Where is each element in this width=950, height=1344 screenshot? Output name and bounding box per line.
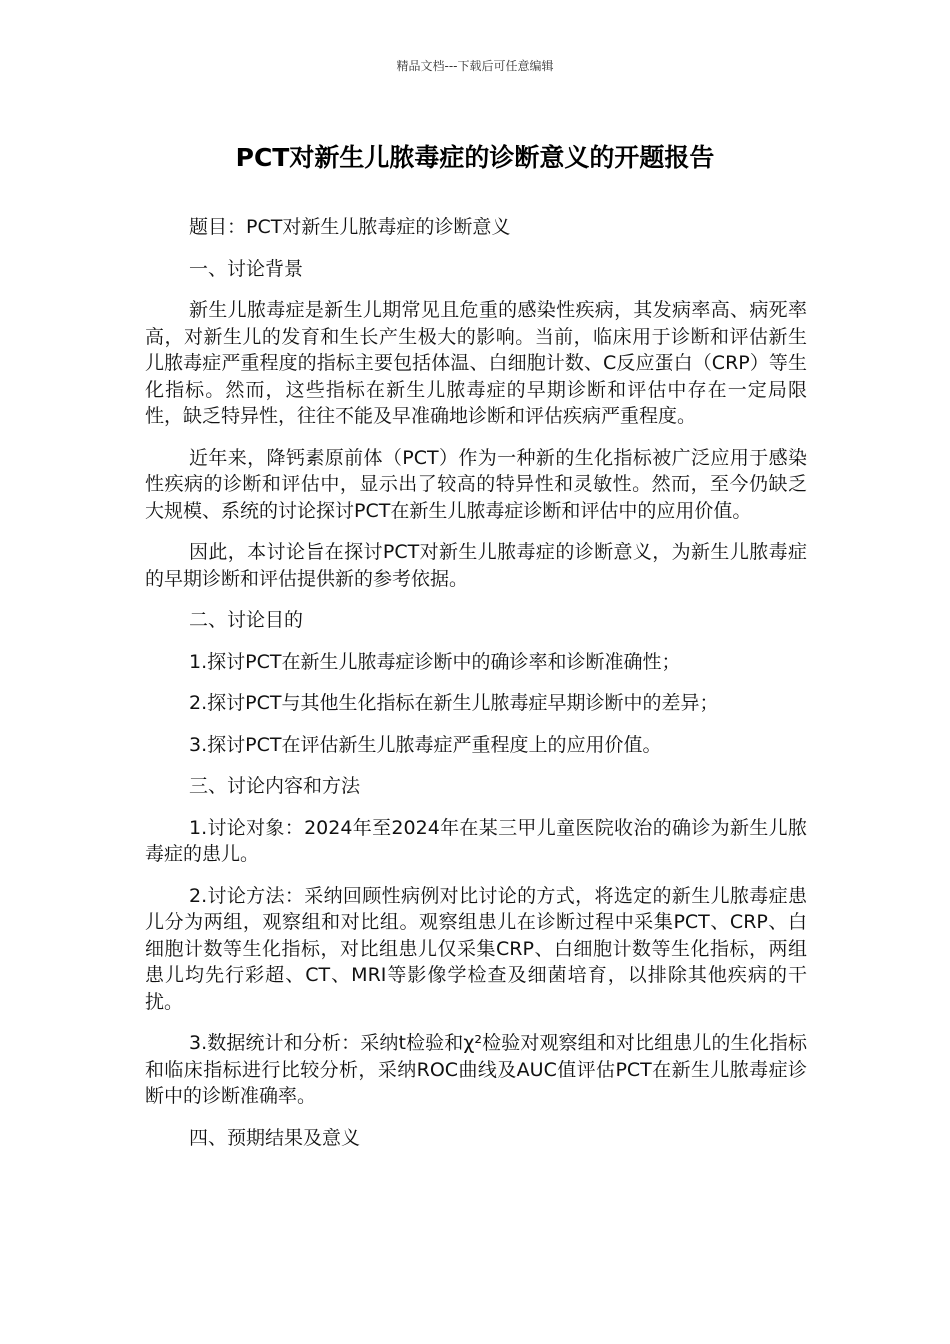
background-paragraph-3: 因此，本讨论旨在探讨PCT对新生儿脓毒症的诊断意义，为新生儿脓毒症的早期诊断和评估提供新的参考依据。	[145, 541, 807, 590]
topic-line: 题目：PCT对新生儿脓毒症的诊断意义	[189, 216, 511, 238]
section-heading-results: 四、预期结果及意义	[189, 1126, 361, 1149]
section-heading-background: 一、讨论背景	[189, 257, 304, 280]
section-heading-purpose: 二、讨论目的	[189, 609, 304, 631]
section-heading-methods: 三、讨论内容和方法	[189, 775, 361, 797]
document-title: PCT对新生儿脓毒症的诊断意义的开题报告	[235, 143, 715, 172]
methods-item-3: 3.数据统计和分析：采纳t检验和χ²检验对观察组和对比组患儿的生化指标和临床指标进行比较分析，采纳ROC曲线及AUC值评估PCT在新生儿脓毒症诊断中的诊断准确率。	[145, 1032, 807, 1107]
purpose-item-1: 1.探讨PCT在新生儿脓毒症诊断中的确诊率和诊断准确性；	[189, 650, 681, 673]
document-body	[145, 214, 807, 1166]
methods-item-2: 2.讨论方法：采纳回顾性病例对比讨论的方式，将选定的新生儿脓毒症患儿分为两组，观察组和对比组。观察组患儿在诊断过程中采集PCT、CRP、白细胞计数等生化指标，对比组患儿仅采集CRP、白细胞计数等生化指标，两组患儿均先行彩超、CT、MRI等影像学检查及细菌培育，以排除其他疾病的干扰。	[145, 884, 807, 1013]
purpose-item-3: 3.探讨PCT在评估新生儿脓毒症严重程度上的应用价值。	[189, 733, 662, 756]
background-paragraph-1: 新生儿脓毒症是新生儿期常见且危重的感染性疾病，其发病率高、病死率高，对新生儿的发育和生长产生极大的影响。当前，临床用于诊断和评估新生儿脓毒症严重程度的指标主要包括体温、白细胞计数、C反应蛋白（CRP）等生化指标。然而，这些指标在新生儿脓毒症的早期诊断和评估中存在一定局限性，缺乏特异性，往往不能及早准确地诊断和评估疾病严重程度。	[145, 299, 807, 427]
methods-item-1: 1.讨论对象：2024年至2024年在某三甲儿童医院收治的确诊为新生儿脓毒症的患儿。	[145, 816, 807, 865]
header-note: 精品文档---下载后可任意编辑	[396, 59, 554, 73]
background-paragraph-2: 近年来，降钙素原前体（PCT）作为一种新的生化指标被广泛应用于感染性疾病的诊断和评估中，显示出了较高的特异性和灵敏性。然而，至今仍缺乏大规模、系统的讨论探讨PCT在新生儿脓毒症诊断和评估中的应用价值。	[145, 446, 807, 522]
purpose-item-2: 2.探讨PCT与其他生化指标在新生儿脓毒症早期诊断中的差异；	[189, 692, 719, 714]
